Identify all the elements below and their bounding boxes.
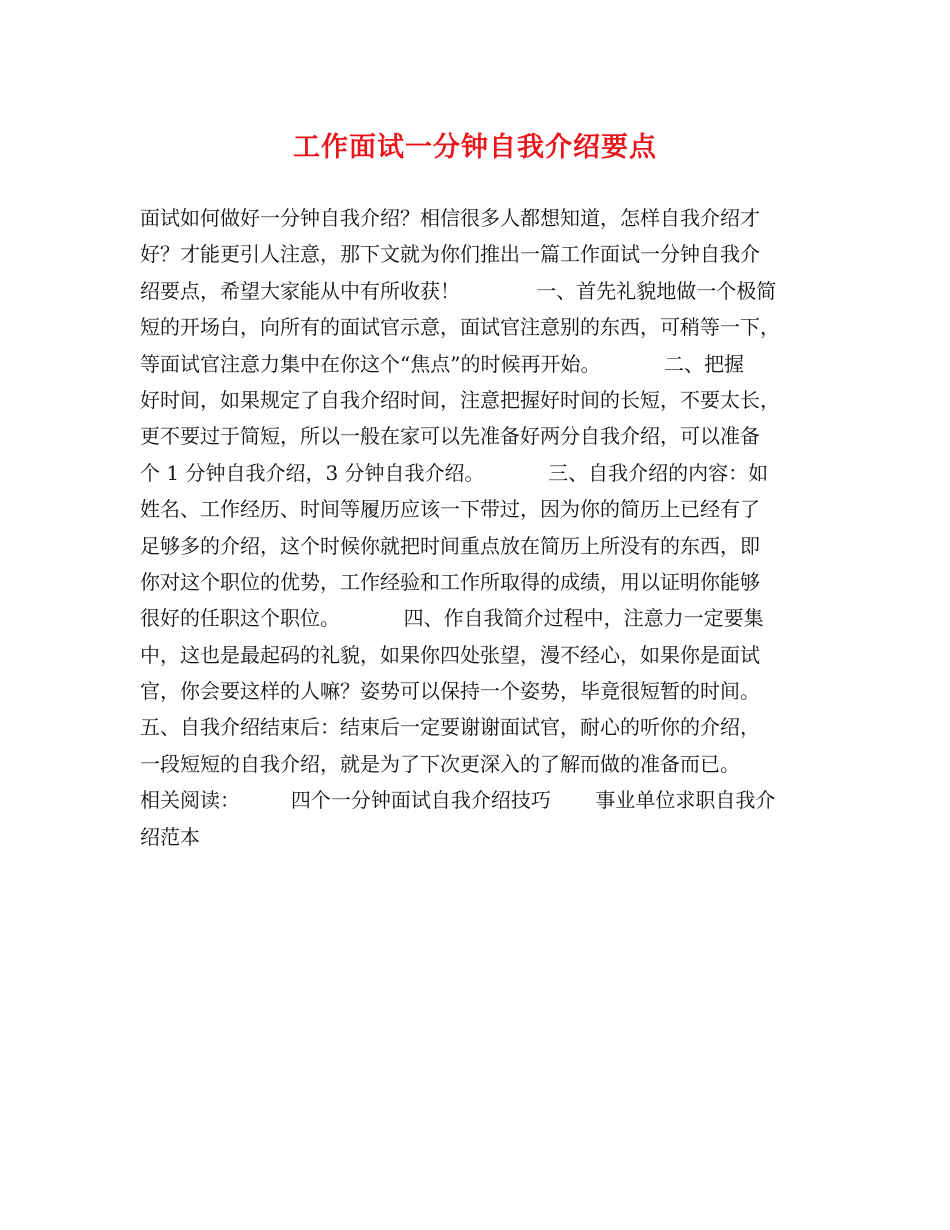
body-line: 中，这也是最起码的礼貌，如果你四处张望，漫不经心，如果你是面试 (140, 642, 760, 667)
body-line: 姓名、工作经历、时间等履历应该一下带过，因为你的简历上已经有了 (140, 497, 760, 522)
related-reading-line: 相关阅读： 四个一分钟面试自我介绍技巧 事业单位求职自我介 (140, 788, 776, 813)
body-line: 绍要点，希望大家能从中有所收获！ 一、首先礼貌地做一个极简 (140, 278, 777, 303)
body-line: 个 1 分钟自我介绍，3 分钟自我介绍。 三、自我介绍的内容：如 (140, 460, 769, 485)
document-title: 工作面试一分钟自我介绍要点 (293, 132, 657, 163)
body-line: 很好的任职这个职位。 四、作自我简介过程中，注意力一定要集 (140, 606, 764, 631)
body-line: 更不要过于简短，所以一般在家可以先准备好两分自我介绍，可以准备 (140, 424, 760, 449)
body-line: 等面试官注意力集中在你这个“焦点”的时候再开始。 二、把握 (140, 351, 745, 376)
body-line: 一段短短的自我介绍，就是为了下次更深入的了解而做的准备而已。 (140, 751, 740, 776)
body-line: 足够多的介绍，这个时候你就把时间重点放在简历上所没有的东西，即 (140, 533, 760, 558)
body-line: 好时间，如果规定了自我介绍时间，注意把握好时间的长短，不要太长， (140, 387, 780, 412)
body-line: 面试如何做好一分钟自我介绍？相信很多人都想知道，怎样自我介绍才 (140, 206, 760, 230)
document-body (140, 200, 816, 855)
body-line: 你对这个职位的优势，工作经验和工作所取得的成绩，用以证明你能够 (140, 569, 760, 594)
related-reading-line: 绍范本 (140, 824, 200, 849)
body-line: 五、自我介绍结束后：结束后一定要谢谢面试官，耐心的听你的介绍， (140, 715, 760, 740)
body-line: 官，你会要这样的人嘛？姿势可以保持一个姿势，毕竟很短暂的时间。 (140, 679, 760, 704)
body-line: 好？才能更引人注意，那下文就为你们推出一篇工作面试一分钟自我介 (140, 242, 760, 267)
body-line: 短的开场白，向所有的面试官示意，面试官注意别的东西，可稍等一下， (140, 315, 780, 340)
